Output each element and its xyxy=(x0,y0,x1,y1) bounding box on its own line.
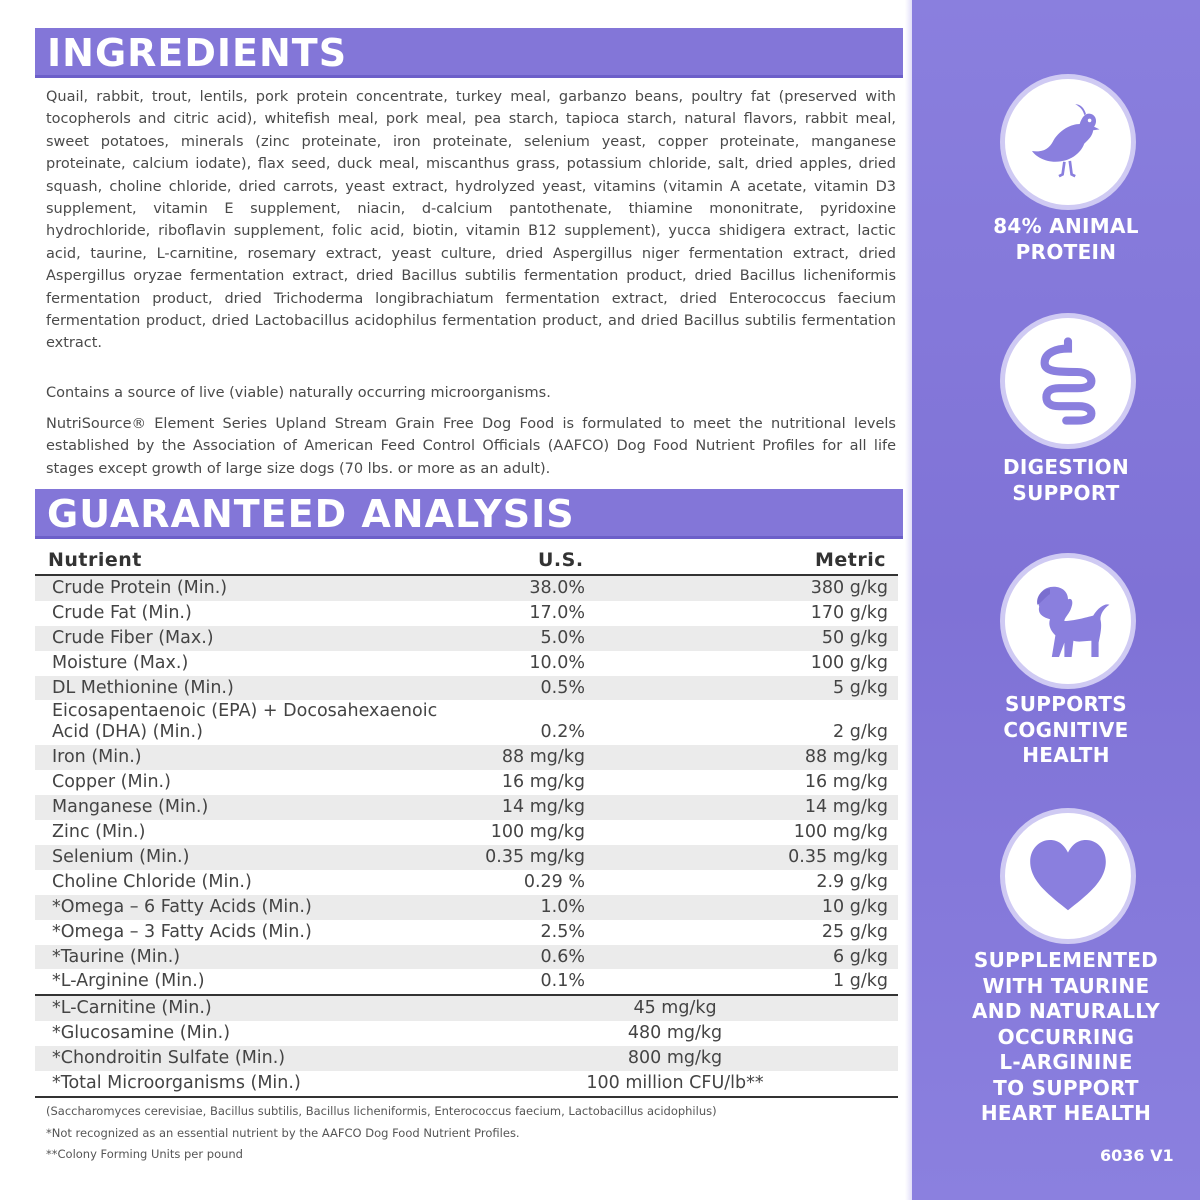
metric-value: 170 g/kg xyxy=(810,602,888,623)
metric-value: 100 g/kg xyxy=(810,652,888,673)
table-row xyxy=(35,820,898,845)
table-row xyxy=(35,795,898,820)
cognitive-badge xyxy=(1000,553,1136,689)
us-value: 0.2% xyxy=(540,722,585,743)
nutrient-name: Moisture (Max.) xyxy=(52,652,189,673)
footnote-cfu: **Colony Forming Units per pound xyxy=(46,1147,243,1161)
nutrient-name: Copper (Min.) xyxy=(52,772,171,793)
table-row xyxy=(35,870,898,895)
table-row xyxy=(35,700,898,745)
quail-badge xyxy=(1000,74,1136,210)
table-row xyxy=(35,994,898,1021)
combined-value: 45 mg/kg xyxy=(633,998,717,1019)
metric-value: 2.9 g/kg xyxy=(816,871,888,892)
badge-label-heart: SUPPLEMENTED WITH TAURINE AND NATURALLY OCCURRING L-ARGININE TO SUPPORT HEART HEALTH xyxy=(972,948,1160,1125)
us-value: 0.35 mg/kg xyxy=(485,847,585,868)
header-us: U.S. xyxy=(538,549,584,571)
metric-value: 14 mg/kg xyxy=(804,797,888,818)
nutrient-name: Crude Protein (Min.) xyxy=(52,578,228,598)
nutrient-name: *Taurine (Min.) xyxy=(52,946,181,967)
header-nutrient: Nutrient xyxy=(48,549,142,571)
combined-value: 100 million CFU/lb** xyxy=(586,1073,764,1094)
table-row xyxy=(35,676,898,701)
nutrient-name: *L-Carnitine (Min.) xyxy=(52,998,212,1019)
table-row xyxy=(35,920,898,945)
nutrient-name: Choline Chloride (Min.) xyxy=(52,871,252,892)
digestion-badge xyxy=(1000,313,1136,449)
combined-value: 480 mg/kg xyxy=(627,1023,723,1044)
ingredients-title: INGREDIENTS xyxy=(35,28,903,78)
table-row xyxy=(35,969,898,994)
nutrient-name: *L-Arginine (Min.) xyxy=(52,971,205,992)
us-value: 0.6% xyxy=(540,946,585,967)
metric-value: 50 g/kg xyxy=(821,627,888,648)
us-value: 100 mg/kg xyxy=(490,822,585,843)
nutrient-name: Iron (Min.) xyxy=(52,747,142,768)
us-value: 17.0% xyxy=(529,602,585,623)
nutrient-name: *Total Microorganisms (Min.) xyxy=(52,1073,301,1094)
nutrient-name: Manganese (Min.) xyxy=(52,797,209,818)
heart-icon xyxy=(1023,831,1113,921)
metric-value: 88 mg/kg xyxy=(804,747,888,768)
header-metric: Metric xyxy=(814,549,886,571)
metric-value: 2 g/kg xyxy=(833,722,888,743)
table-header xyxy=(35,548,898,576)
us-value: 5.0% xyxy=(540,627,585,648)
intestine-icon xyxy=(1023,336,1113,426)
metric-value: 5 g/kg xyxy=(833,677,888,698)
metric-value: 6 g/kg xyxy=(833,946,888,967)
metric-value: 0.35 mg/kg xyxy=(788,847,888,868)
quail-icon xyxy=(1023,97,1113,187)
us-value: 38.0% xyxy=(529,578,585,598)
badge-label-protein: 84% ANIMAL PROTEIN xyxy=(993,214,1139,264)
table-row xyxy=(35,1071,898,1098)
us-value: 88 mg/kg xyxy=(501,747,585,768)
us-value: 2.5% xyxy=(540,921,585,942)
table-row xyxy=(35,1021,898,1046)
table-row xyxy=(35,626,898,651)
table-row xyxy=(35,770,898,795)
metric-value: 1 g/kg xyxy=(833,971,888,992)
nutrient-name: *Glucosamine (Min.) xyxy=(52,1023,231,1044)
nutrient-name: *Omega – 3 Fatty Acids (Min.) xyxy=(52,921,312,942)
us-value: 14 mg/kg xyxy=(501,797,585,818)
metric-value: 100 mg/kg xyxy=(793,822,888,843)
us-value: 0.29 % xyxy=(523,871,585,892)
table-row xyxy=(35,576,898,601)
table-row xyxy=(35,945,898,970)
footnote-organisms: (Saccharomyces cerevisiae, Bacillus subtilis, Bacillus licheniformis, Enterococcus faecium, Lactobacillus acidophilus) xyxy=(46,1104,717,1118)
puppy-icon xyxy=(1023,576,1113,666)
badge-label-cognitive: SUPPORTS COGNITIVE HEALTH xyxy=(1003,692,1129,767)
combined-value: 800 mg/kg xyxy=(627,1048,723,1069)
us-value: 10.0% xyxy=(529,652,585,673)
aafco-statement: NutriSource® Element Series Upland Stream Grain Free Dog Food is formulated to meet the nutritional levels established by the Association of American Feed Control Officials (AAFCO) Dog Food Nutrient Profiles for all life stages except growth of large size dogs (70 lbs. or more as an adult). xyxy=(46,416,896,477)
table-row xyxy=(35,845,898,870)
nutrient-name: Eicosapentaenoic (EPA) + Docosahexaenoic Acid (DHA) (Min.) xyxy=(52,701,438,743)
nutrient-name: Crude Fiber (Max.) xyxy=(52,627,214,648)
badge-label-digestion: DIGESTION SUPPORT xyxy=(1002,455,1130,505)
guaranteed-analysis-title: GUARANTEED ANALYSIS xyxy=(35,489,903,539)
analysis-table xyxy=(35,548,898,1098)
microorganisms-note: Contains a source of live (viable) naturally occurring microorganisms. xyxy=(46,385,551,401)
table-row xyxy=(35,895,898,920)
us-value: 1.0% xyxy=(540,896,585,917)
table-row xyxy=(35,601,898,626)
us-value: 0.1% xyxy=(540,971,585,992)
us-value: 16 mg/kg xyxy=(501,772,585,793)
footnote-aafco: *Not recognized as an essential nutrient by the AAFCO Dog Food Nutrient Profiles. xyxy=(46,1126,520,1140)
table-row xyxy=(35,651,898,676)
nutrient-name: Zinc (Min.) xyxy=(52,822,146,843)
table-row xyxy=(35,1046,898,1071)
table-row xyxy=(35,745,898,770)
nutrient-name: Crude Fat (Min.) xyxy=(52,602,192,623)
nutrient-name: *Chondroitin Sulfate (Min.) xyxy=(52,1048,286,1069)
ingredients-text: Quail, rabbit, trout, lentils, pork protein concentrate, turkey meal, garbanzo beans, poultry fat (preserved with tocopherols and citric acid), whitefish meal, pork meal, pea starch, tapioca starch, natural flavors, rabbit meal, sweet potatoes, minerals (zinc proteinate, iron proteinate, selenium yeast, copper proteinate, manganese proteinate, calcium iodate), flax seed, duck meal, miscanthus grass, potassium chloride, salt, dried apples, dried squash, choline chloride, dried carrots, yeast extract, hydrolyzed yeast, vitamins (vitamin A acetate, vitamin D3 supplement, vitamin E supplement, niacin, d-calcium pantothenate, thiamine mononitrate, pyridoxine hydrochloride, riboflavin supplement, folic acid, biotin, vitamin B12 supplement), yucca shidigera extract, lactic acid, taurine, L-carnitine, rosemary extract, yeast culture, dried Aspergillus niger fermentation extract, dried Aspergillus oryzae fermentation extract, dried Bacillus subtilis fermentation product, dried Bacillus licheniformis fermentation product, dried Trichoderma longibrachiatum fermentation extract, dried Enterococcus faecium fermentation product, dried Lactobacillus acidophilus fermentation product, and dried Bacillus subtilis fermentation extract. xyxy=(46,89,896,352)
nutrient-name: Selenium (Min.) xyxy=(52,847,190,868)
nutrient-name: *Omega – 6 Fatty Acids (Min.) xyxy=(52,896,312,917)
metric-value: 16 mg/kg xyxy=(804,772,888,793)
metric-value: 10 g/kg xyxy=(821,896,888,917)
heart-badge xyxy=(1000,808,1136,944)
metric-value: 25 g/kg xyxy=(821,921,888,942)
metric-value: 380 g/kg xyxy=(810,578,888,598)
nutrient-name: DL Methionine (Min.) xyxy=(52,677,234,698)
product-code: 6036 V1 xyxy=(1100,1146,1174,1165)
us-value: 0.5% xyxy=(540,677,585,698)
